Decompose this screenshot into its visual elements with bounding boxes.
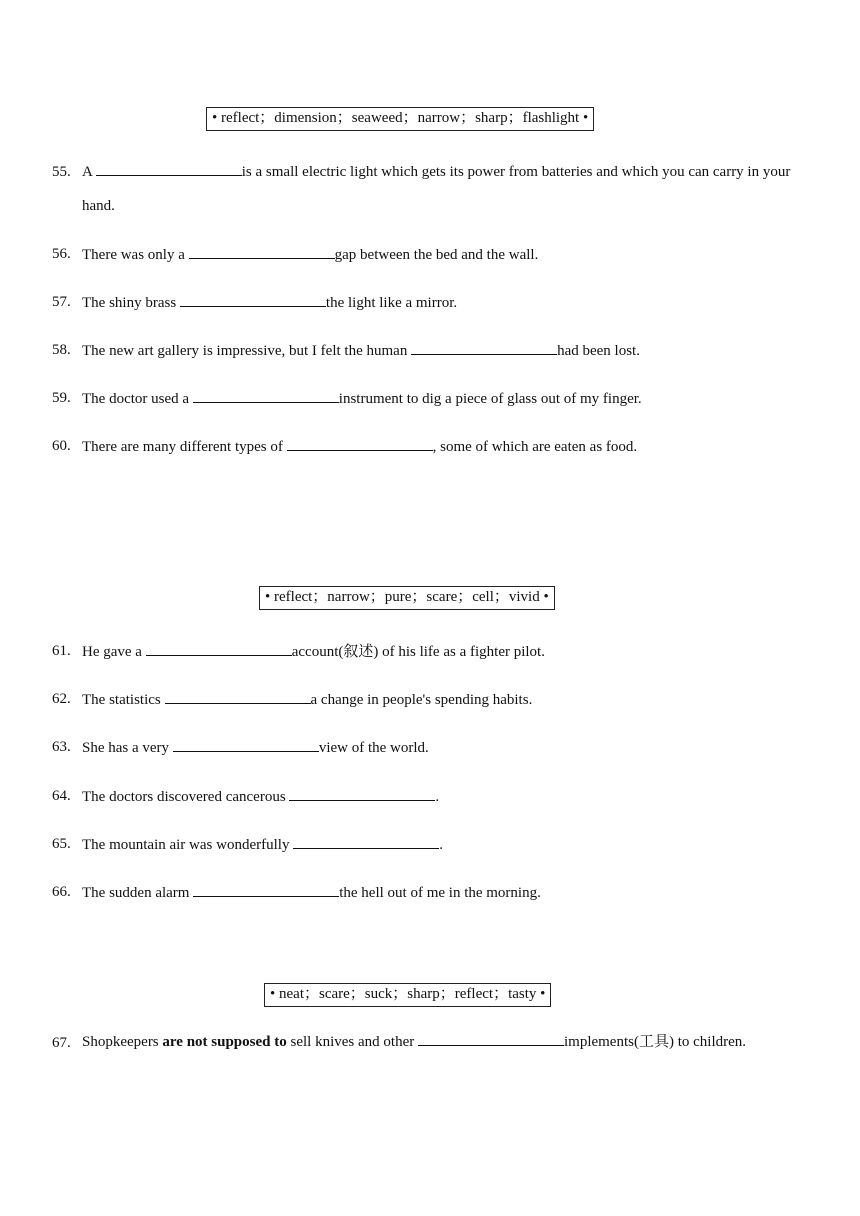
question-number: 65. — [52, 836, 71, 852]
question-number: 61. — [52, 643, 71, 659]
question-text: The doctors discovered cancerous . — [82, 786, 439, 807]
question-text: The mountain air was wonderfully . — [82, 834, 443, 855]
answer-blank[interactable] — [418, 1031, 564, 1046]
answer-blank[interactable] — [293, 834, 439, 849]
question-text: She has a very view of the world. — [82, 737, 429, 758]
question-text: The shiny brass the light like a mirror. — [82, 292, 457, 313]
answer-blank[interactable] — [96, 161, 242, 176]
question-text: The doctor used a instrument to dig a piece of glass out of my finger. — [82, 388, 642, 409]
answer-blank[interactable] — [146, 641, 292, 656]
answer-blank[interactable] — [180, 292, 326, 307]
answer-blank[interactable] — [193, 882, 339, 897]
word-bank-box: • reflect；narrow；pure；scare；cell；vivid • — [259, 586, 555, 610]
question-text: A is a small electric light which gets its power from batteries and which you can carry in your hand. — [82, 155, 810, 223]
answer-blank[interactable] — [189, 244, 335, 259]
question-number: 64. — [52, 788, 71, 804]
emphasis-text: are not supposed to — [162, 1034, 287, 1050]
question-number: 58. — [52, 342, 71, 358]
word-bank-box: • reflect；dimension；seaweed；narrow；sharp；flashlight • — [206, 107, 594, 131]
question-text: There are many different types of , some of which are eaten as food. — [82, 436, 637, 457]
answer-blank[interactable] — [289, 786, 435, 801]
question-text: Shopkeepers are not supposed to sell knives and other implements(工具) to children. — [82, 1031, 782, 1054]
answer-blank[interactable] — [165, 689, 311, 704]
question-number: 63. — [52, 739, 71, 755]
answer-blank[interactable] — [411, 340, 557, 355]
word-bank-box: • neat；scare；suck；sharp；reflect；tasty • — [264, 983, 551, 1007]
question-number: 56. — [52, 246, 71, 262]
answer-blank[interactable] — [287, 436, 433, 451]
question-number: 67. — [52, 1035, 71, 1051]
question-text: The statistics a change in people's spending habits. — [82, 689, 532, 710]
question-number: 57. — [52, 294, 71, 310]
question-text: There was only a gap between the bed and the wall. — [82, 244, 538, 265]
question-number: 62. — [52, 691, 71, 707]
question-text: The sudden alarm the hell out of me in the morning. — [82, 882, 541, 903]
question-number: 55. — [52, 164, 71, 180]
answer-blank[interactable] — [173, 737, 319, 752]
question-number: 59. — [52, 390, 71, 406]
answer-blank[interactable] — [193, 388, 339, 403]
question-number: 66. — [52, 884, 71, 900]
question-number: 60. — [52, 438, 71, 454]
question-text: The new art gallery is impressive, but I felt the human had been lost. — [82, 340, 640, 361]
question-text: He gave a account(叙述) of his life as a fighter pilot. — [82, 641, 545, 662]
